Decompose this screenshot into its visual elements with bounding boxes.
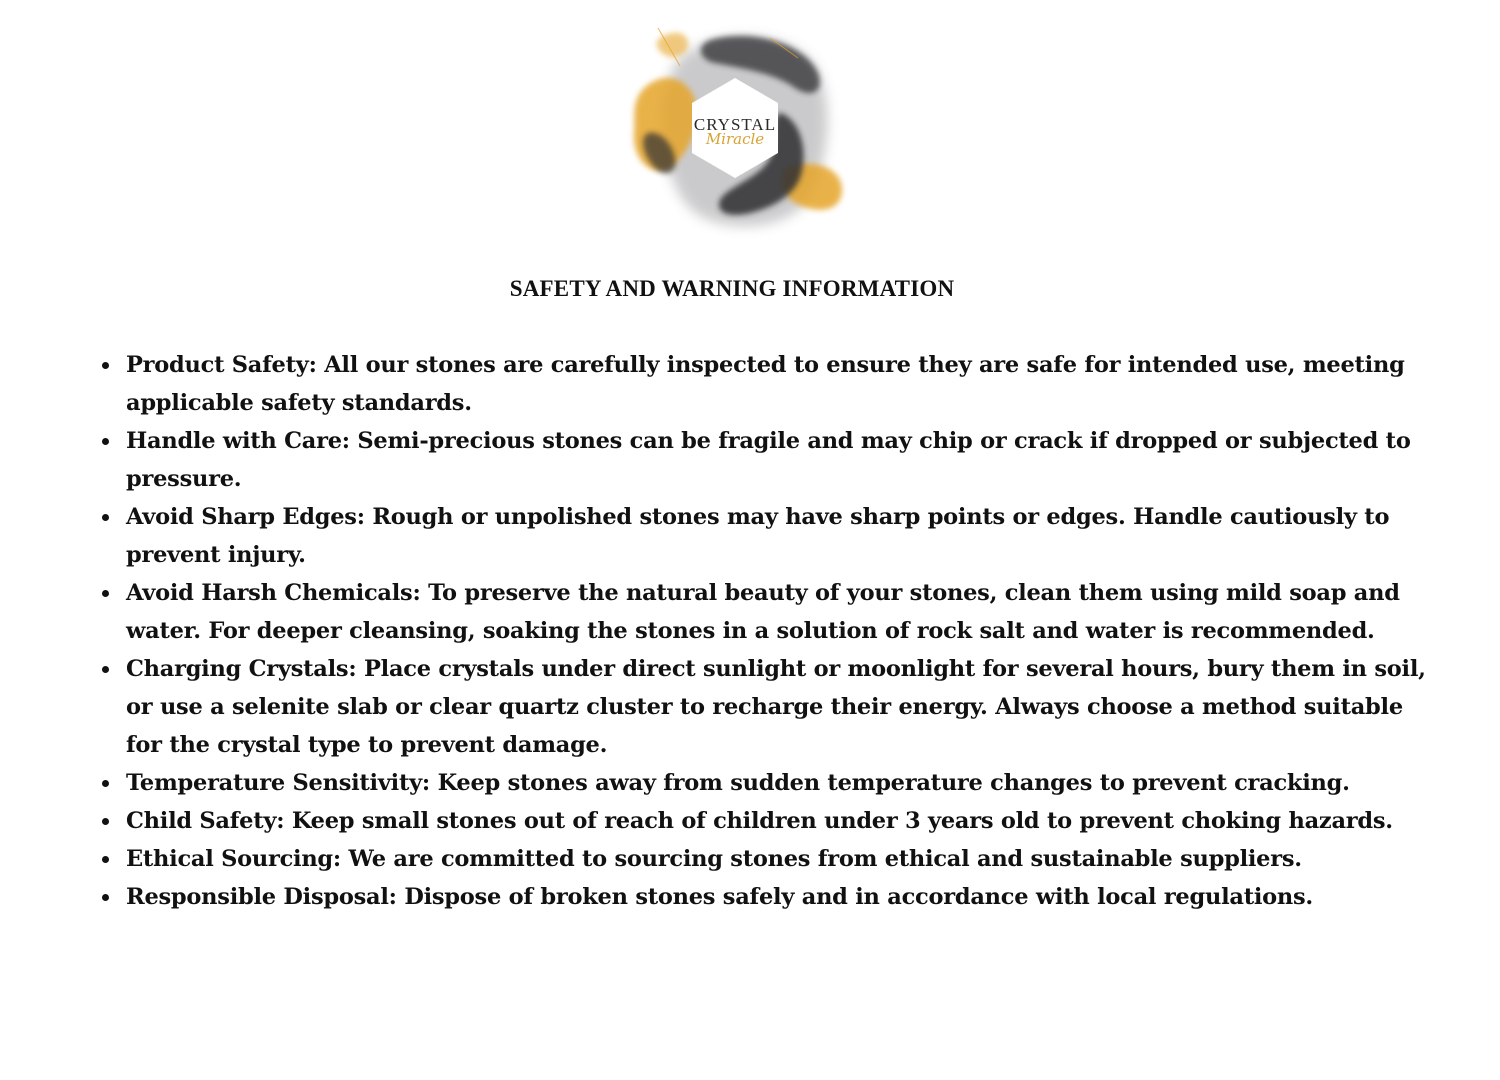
- list-item-product-safety: Product Safety: All our stones are carefully inspected to ensure they are safe for intended use, meeting applicable safety standards.: [96, 346, 1426, 422]
- list-item-avoid-harsh-chemicals: Avoid Harsh Chemicals: To preserve the natural beauty of your stones, clean them using mild soap and water. For deeper cleansing, soaking the stones in a solution of rock salt and water is recommended.: [96, 574, 1426, 650]
- list-item-charging-crystals: Charging Crystals: Place crystals under direct sunlight or moonlight for several hours, bury them in soil, or use a selenite slab or clear quartz cluster to recharge their energy. Always choose a method suitable for the crystal type to prevent damage.: [96, 650, 1426, 764]
- list-item-avoid-sharp-edges: Avoid Sharp Edges: Rough or unpolished stones may have sharp points or edges. Handle cautiously to prevent injury.: [96, 498, 1426, 574]
- list-item-ethical-sourcing: Ethical Sourcing: We are committed to sourcing stones from ethical and sustainable suppliers.: [96, 840, 1426, 878]
- logo-text: [620, 116, 850, 146]
- crystal-miracle-logo: [620, 18, 850, 240]
- logo-wordmark: CRYSTAL: [693, 115, 777, 134]
- list-item-handle-with-care: Handle with Care: Semi-precious stones can be fragile and may chip or crack if dropped or subjected to pressure.: [96, 422, 1426, 498]
- list-item-responsible-disposal: Responsible Disposal: Dispose of broken stones safely and in accordance with local regulations.: [96, 878, 1426, 916]
- page-title: SAFETY AND WARNING INFORMATION: [509, 276, 955, 301]
- safety-list: [96, 346, 1426, 916]
- logo-script-text: Miracle: [705, 130, 765, 148]
- list-item-child-safety: Child Safety: Keep small stones out of reach of children under 3 years old to prevent choking hazards.: [96, 802, 1426, 840]
- list-item-temperature-sensitivity: Temperature Sensitivity: Keep stones away from sudden temperature changes to prevent cracking.: [96, 764, 1426, 802]
